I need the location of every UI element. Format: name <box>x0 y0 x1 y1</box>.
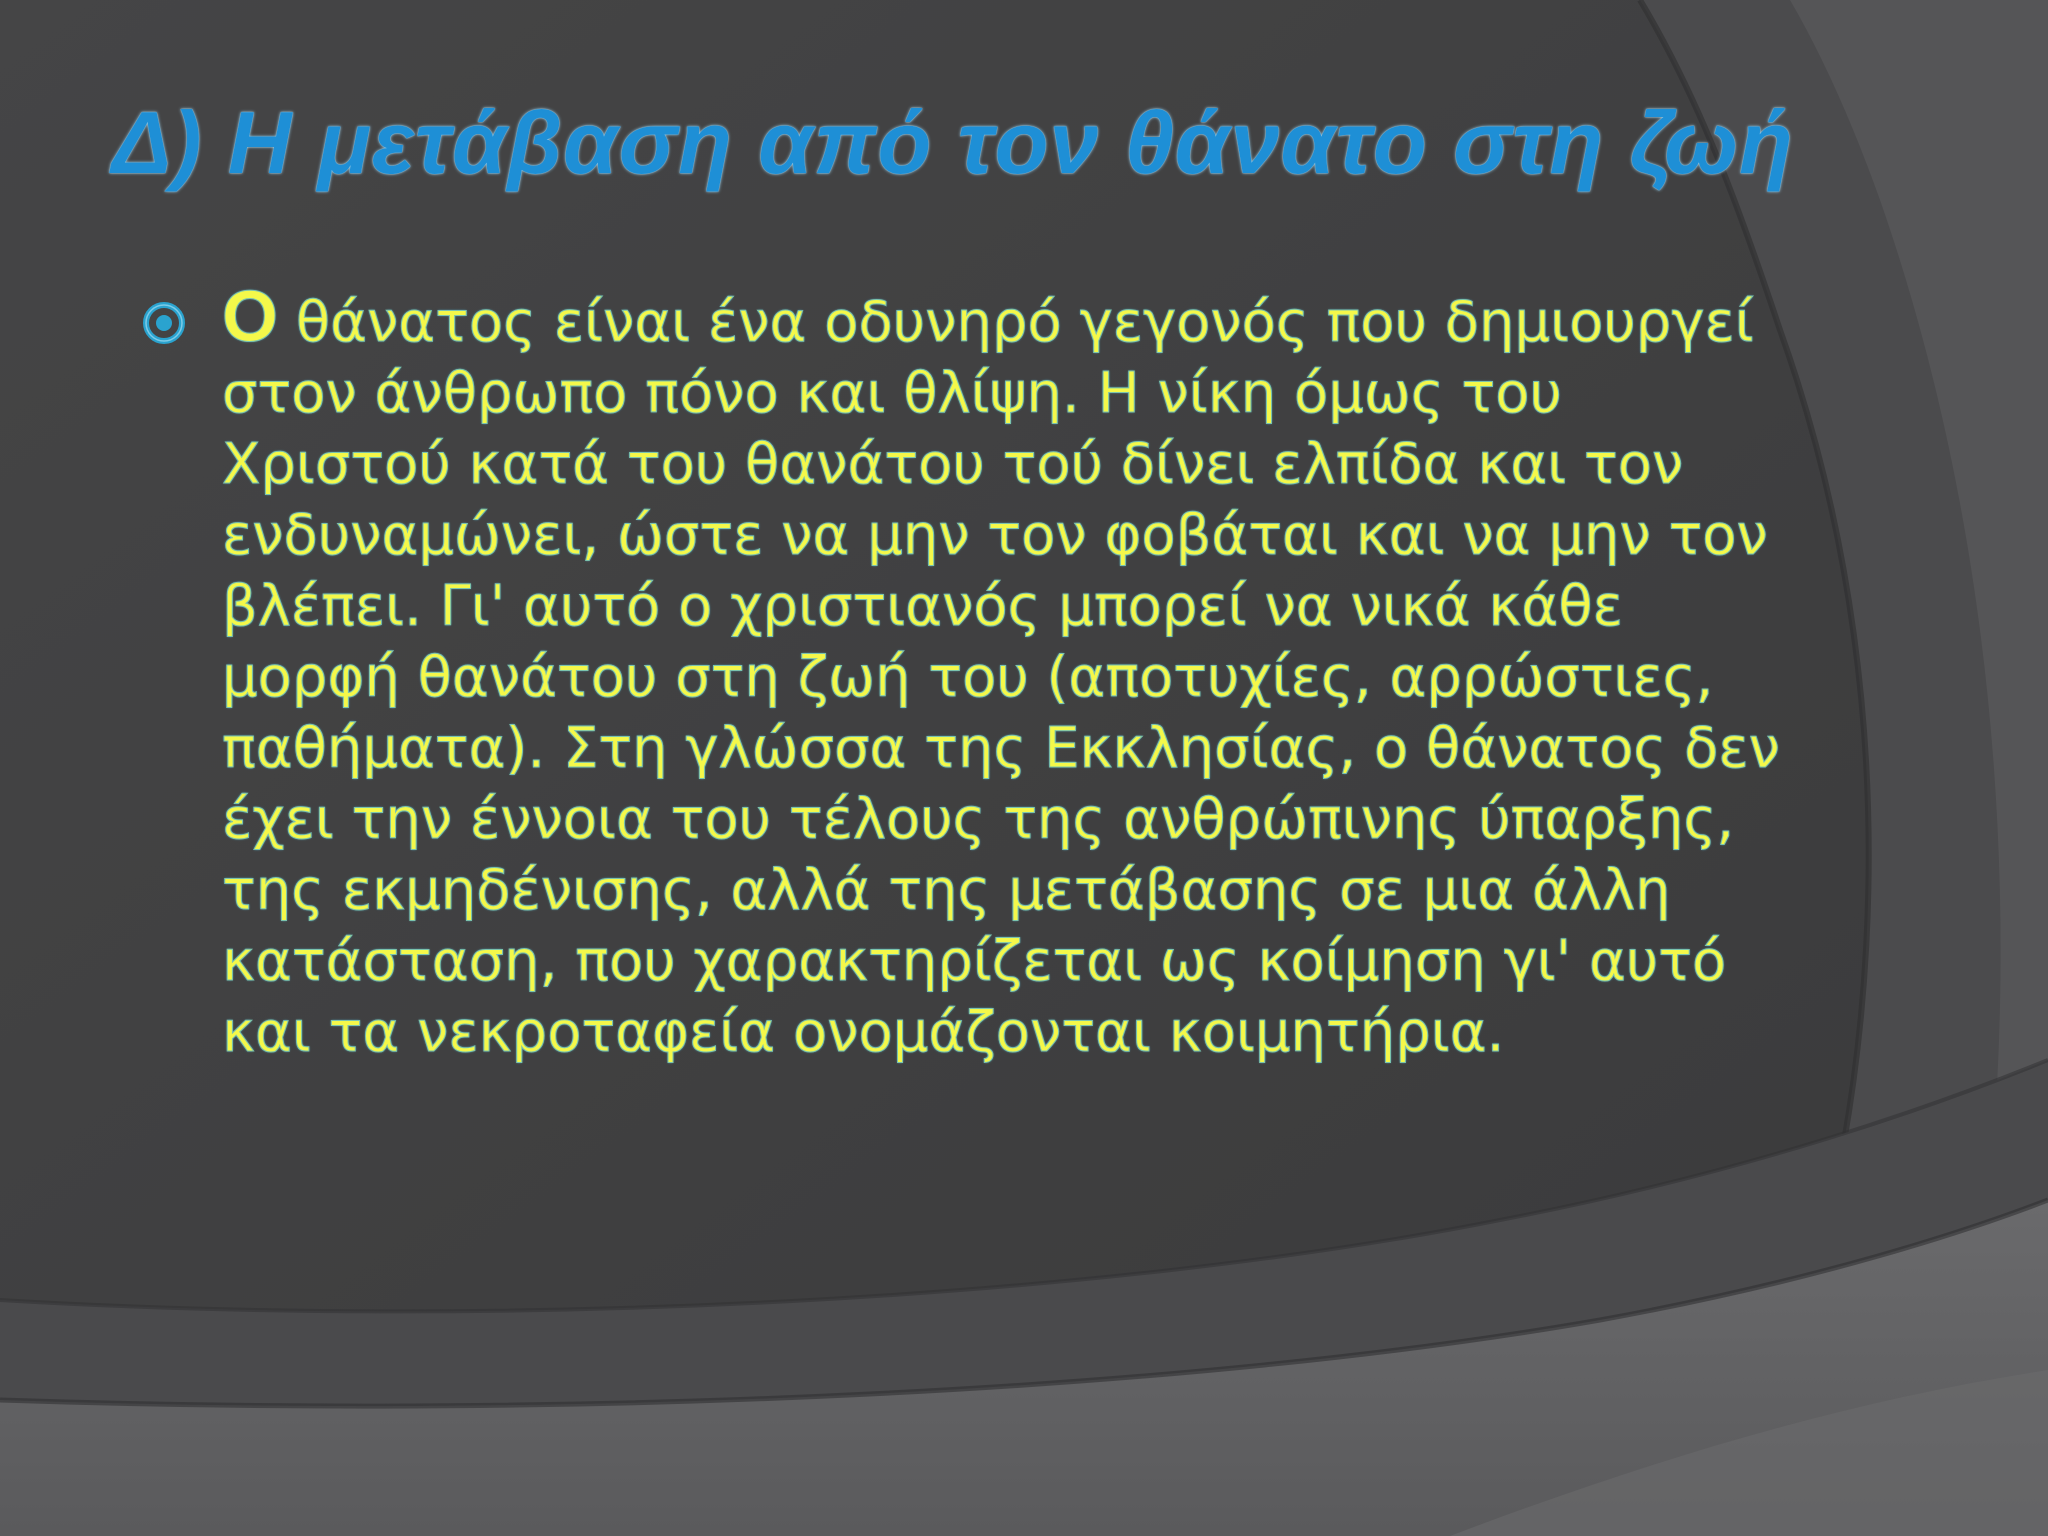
slide-title: Δ) Η μετάβαση από τον θάνατο στη ζωή <box>112 93 1794 192</box>
bullet-paragraph <box>222 277 1782 1068</box>
target-bullet-icon <box>142 301 186 345</box>
paragraph-text: θάνατος είναι ένα οδυνηρό γεγονός που δημιουργεί στον άνθρωπο πόνο και θλίψη. Η νίκη όμως του Χριστού κατά του θανάτου τού δίνει ελπίδα και τον ενδυναμώνει, ώστε να μην τον φοβάται και να μην τον βλέπει. Γι' αυτό ο χριστιανός μπορεί να νικά κάθε μορφή θανάτου στη ζωή του (αποτυχίες, αρρώστιες, παθήματα). Στη γλώσσα της Εκκλησίας, ο θάνατος δεν έχει την έννοια του τέλους της ανθρώπινης ύπαρξης, της εκμηδένισης, αλλά της μετάβασης σε μια άλλη κατάσταση, που χαρακτηρίζεται ως κοίμηση γι' αυτό και τα νεκροταφεία ονομάζονται κοιμητήρια. <box>222 290 1780 1065</box>
paragraph-lead-letter: Ο <box>222 277 279 357</box>
